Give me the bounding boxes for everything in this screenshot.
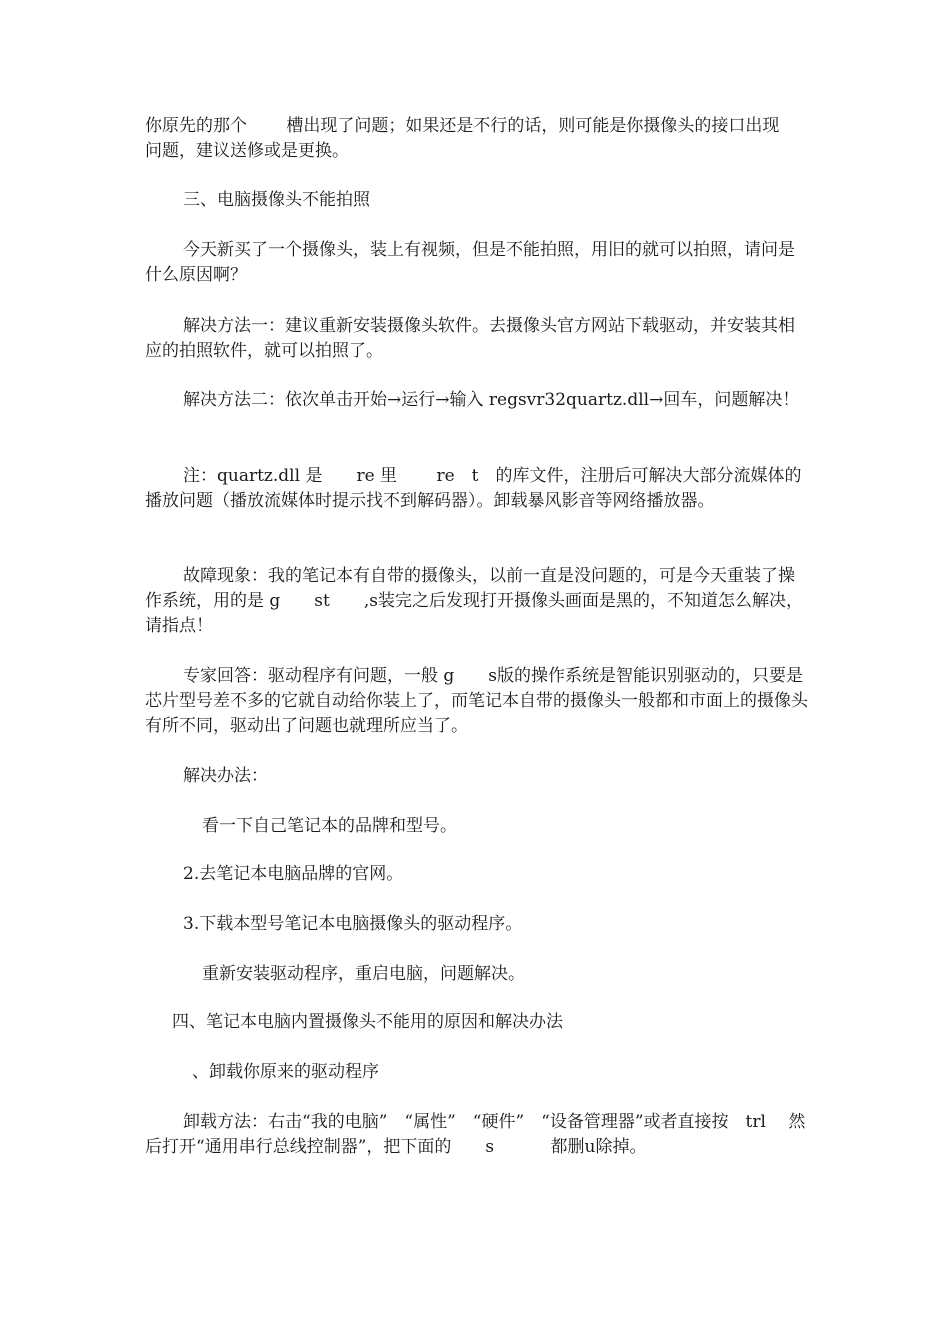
list-item-1: 看一下自己笔记本的品牌和型号。 [202, 816, 457, 836]
paragraph-solution-1: 解决方法一：建议重新安装摄像头软件。去摄像头官方网站下载驱动，并安装其相应的拍照软件，就可以拍照了。 [145, 316, 795, 361]
paragraph-note: 注：quartz.dll 是 re 里 re t 的库文件，注册后可解决大部分流媒体的播放问题（播放流媒体时提示找不到解码器）。卸载暴风影音等网络播放器。 [145, 466, 802, 511]
section-heading-3: 三、电脑摄像头不能拍照 [183, 190, 370, 210]
paragraph-1: 你原先的那个 槽出现了问题；如果还是不行的话，则可能是你摄像头的接口出现问题，建议送修或是更换。 [145, 116, 780, 161]
section-heading-4: 四、笔记本电脑内置摄像头不能用的原因和解决办法 [172, 1012, 563, 1032]
list-item-4: 重新安装驱动程序，重启电脑，问题解决。 [202, 964, 525, 984]
paragraph-solution-2: 解决方法二：依次单击开始→运行→输入 regsvr32quartz.dll→回车，问题解决！ [183, 390, 800, 410]
list-item-2: 2.去笔记本电脑品牌的官网。 [183, 864, 404, 884]
paragraph-question: 今天新买了一个摄像头，装上有视频，但是不能拍照，用旧的就可以拍照，请问是什么原因啊？ [145, 240, 795, 285]
list-item-3: 3.下载本型号笔记本电脑摄像头的驱动程序。 [183, 914, 523, 934]
paragraph-uninstall-method: 卸载方法：右击“我的电脑” “属性” “硬件” “设备管理器”或者直接按 trl 然后打开“通用串行总线控制器”，把下面的 s 都删u除掉。 [145, 1112, 806, 1157]
paragraph-expert-answer: 专家回答：驱动程序有问题，一般 g s版的操作系统是智能识别驱动的，只要是芯片型号差不多的它就自动给你装上了，而笔记本自带的摄像头一般都和市面上的摄像头有所不同，驱动出了问题也就理所应当了。 [145, 666, 808, 736]
paragraph-solution-heading: 解决办法： [183, 766, 268, 786]
paragraph-fault: 故障现象：我的笔记本有自带的摄像头，以前一直是没问题的，可是今天重装了操作系统，用的是 g st ,s装完之后发现打开摄像头画面是黑的，不知道怎么解决，请指点！ [145, 566, 803, 636]
subheading-uninstall: 、卸载你原来的驱动程序 [192, 1062, 379, 1082]
